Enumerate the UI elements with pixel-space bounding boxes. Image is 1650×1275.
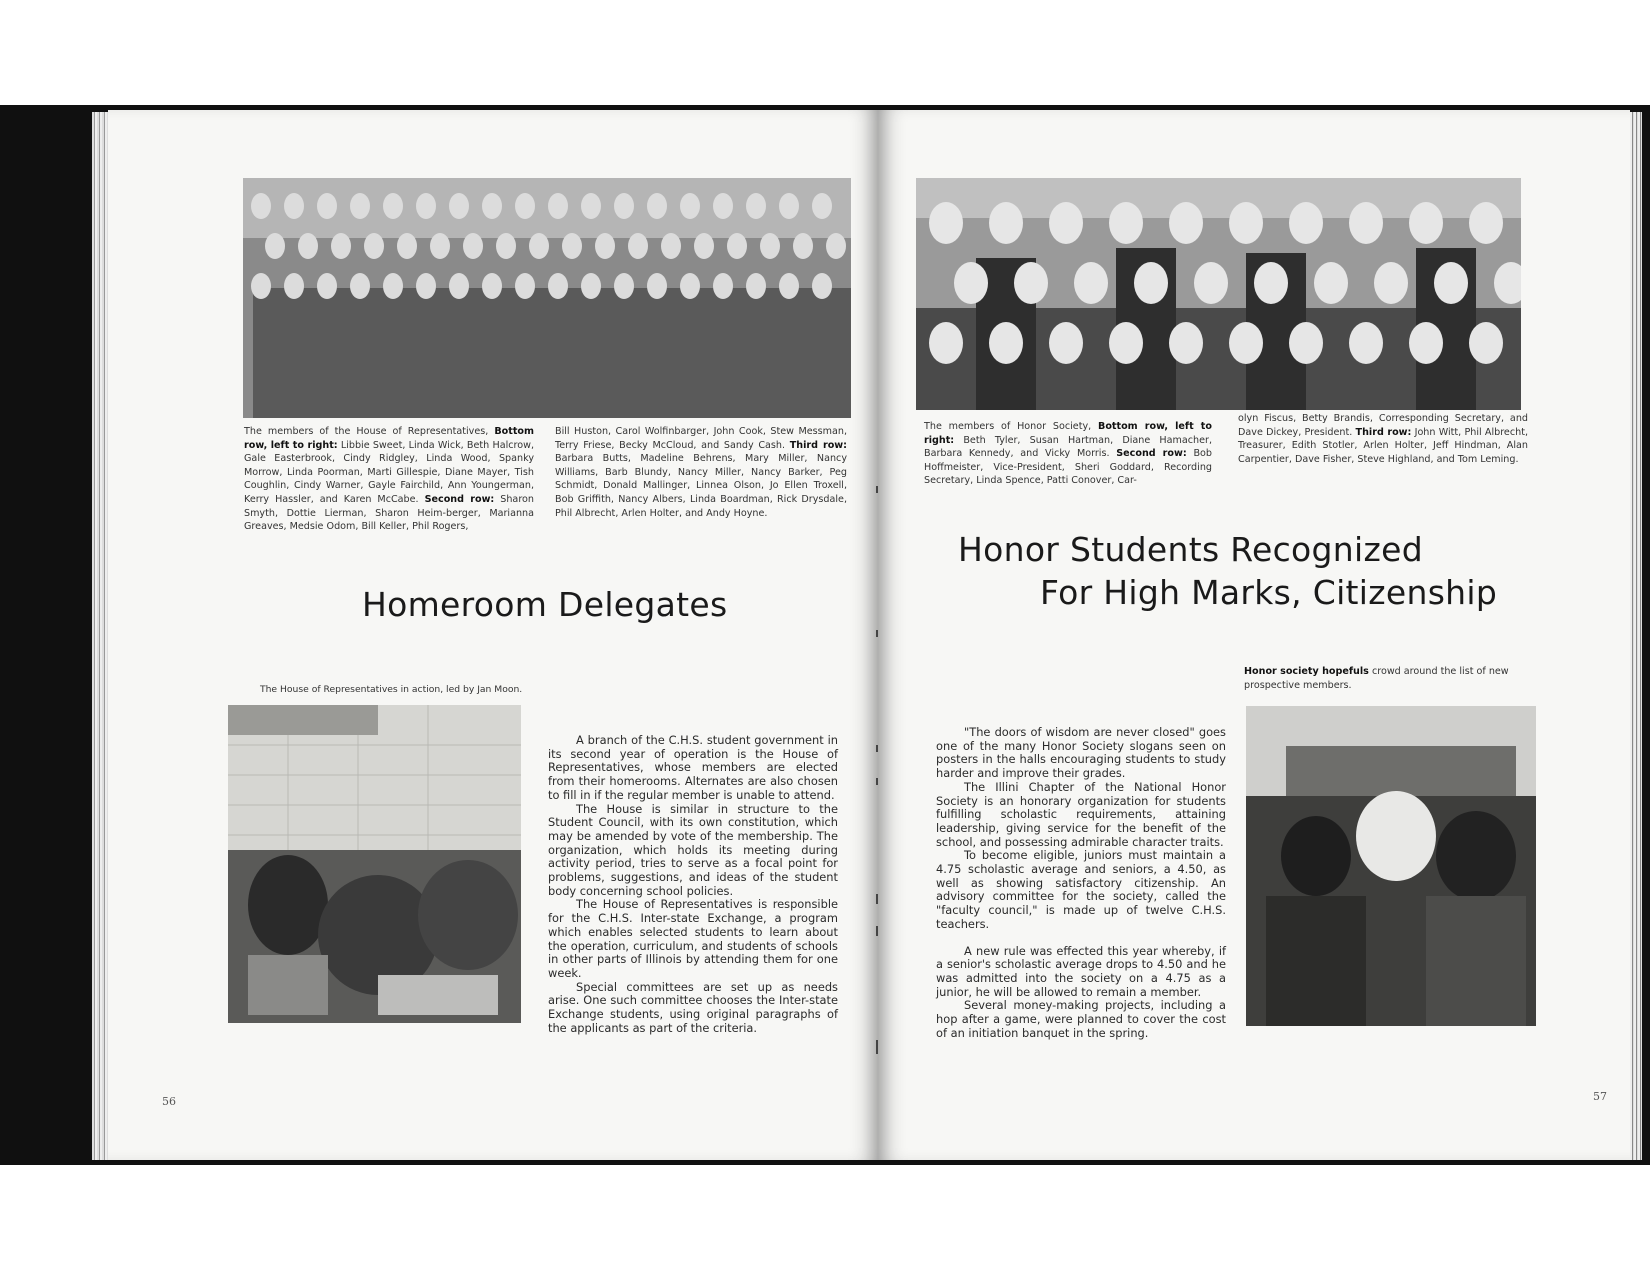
article-paragraph: The House of Representatives is responsible for the C.H.S. Inter-state Exchange, a program which enables selected students to learn about the operation, curriculum, and students of schools in other parts of Illinois by attending them for one week. — [548, 897, 838, 980]
honor-hopefuls-photo — [1246, 706, 1536, 1026]
article-paragraph: The House is similar in structure to the Student Council, with its own constitution, which may be amended by vote of the membership. The organization, which holds its meeting during activity period, tries to serve as a focal point for problems, suggestions, and ideas of the student body concerning school policies. — [548, 801, 838, 898]
caption-row-label: Third row: — [1355, 426, 1412, 438]
headline-honor-students-line1: Honor Students Recognized — [958, 530, 1423, 569]
headline-honor-students-line2: For High Marks, Citizenship — [1040, 573, 1498, 612]
article-paragraph: Special committees are set up as needs arise. One such committee chooses the Inter-state Exchange students, using original paragraphs of the applicants as part of the criteria. — [548, 979, 838, 1035]
house-of-representatives-group-photo — [243, 178, 851, 418]
caption-intro: The members of the House of Representatives, — [244, 426, 489, 437]
caption-row-label: Bottom row, left to right: — [924, 421, 1212, 446]
caption-names: Sharon Smyth, Dottie Lierman, Sharon Heim-berger, Marianna Greaves, Medsie Odom, Bill Keller, Phil Rogers, — [244, 493, 534, 533]
hopefuls-caption — [1244, 665, 1534, 692]
caption-names: John Witt, Phil Albrecht, Treasurer, Edith Stotler, Arlen Holter, Jeff Hindman, Alan Carpentier, Dave Fisher, Steve Highland, and Tom Leming. — [1238, 426, 1529, 465]
honor-society-group-photo — [916, 178, 1521, 410]
caption-names: Bob Hoffmeister, Vice-President, Sheri Goddard, Recording Secretary, Linda Spence, Patti Conover, Car- — [924, 448, 1212, 487]
action-photo-caption: The House of Representatives in action, led by Jan Moon. — [260, 684, 523, 695]
caption-intro: The members of Honor Society, — [924, 421, 1092, 432]
caption-bold-lead: Honor society hopefuls — [1244, 666, 1369, 677]
article-paragraph: To become eligible, juniors must maintain a 4.75 scholastic average and seniors, a 4.50, as well as showing satisfactory citizenship. An advisory committee for the society, called the "faculty council," is made up of twelve C.H.S. teachers. — [936, 848, 1226, 931]
article-paragraph: A new rule was effected this year whereby, if a senior's scholastic average drops to 4.50 and he was admitted into the society on a 4.75 as a junior, he will be allowed to remain a member. — [936, 943, 1226, 999]
headline-homeroom-delegates: Homeroom Delegates — [362, 585, 728, 624]
caption-rest: crowd around the list of new prospective members. — [1244, 666, 1509, 691]
article-paragraph: "The doors of wisdom are never closed" goes one of the many Honor Society slogans seen on posters in the halls encouraging students to study harder and improve their grades. — [936, 725, 1226, 781]
caption-row-label: Third row: — [789, 439, 847, 451]
honor-group-caption-col1 — [924, 420, 1212, 488]
caption-names: Barbara Butts, Madeline Behrens, Mary Miller, Nancy Williams, Barb Blundy, Nancy Miller, Nancy Barker, Peg Schmidt, Donald Mallinger, Linnea Olson, Jo Ellen Troxell, Bob Griffith, Nancy Albers, Linda Boardman, Rick Drysdale, Phil Albrecht, Arlen Holter, and Andy Hoyne. — [555, 453, 847, 519]
page-number-right: 57 — [1593, 1090, 1607, 1103]
caption-names: Libbie Sweet, Linda Wick, Beth Halcrow, Gale Easterbrook, Cindy Ridgley, Linda Wood, Spanky Morrow, Linda Poorman, Marti Gillespie, Diane Mayer, Tish Coughlin, Cindy Warner, Gayle Fairchild, Ann Youngerman, Kerry Hassler, and Karen McCabe. — [244, 439, 535, 505]
caption-names: Bill Huston, Carol Wolfinbarger, John Cook, Stew Messman, Terry Friese, Becky McCloud, and Sandy Cash. — [555, 426, 847, 451]
caption-names: olyn Fiscus, Betty Brandis, Corresponding Secretary, and Dave Dickey, President. — [1238, 413, 1528, 438]
caption-row-label: Second row: — [1116, 448, 1187, 460]
article-paragraph: The Illini Chapter of the National Honor Society is an honorary organization for students fulfilling scholastic requirements, attaining leadership, giving service for the benefit of the school, and possessing admirable character traits. — [936, 779, 1226, 849]
article-paragraph: A branch of the C.H.S. student government in its second year of operation is the House of Representatives, whose members are elected from their homerooms. Alternates are also chosen to fill in if the regular member is unable to attend. — [548, 733, 838, 802]
page-edges-right — [1630, 112, 1642, 1160]
honor-group-caption-col2 — [1238, 412, 1528, 466]
homeroom-article-body — [548, 734, 838, 1035]
page-number-left: 56 — [162, 1095, 176, 1108]
house-in-action-photo — [228, 705, 521, 1023]
house-group-caption-col1 — [244, 425, 534, 534]
caption-row-label: Bottom row, left to right: — [244, 426, 534, 451]
caption-row-label: Second row: — [424, 493, 495, 505]
house-group-caption-col2 — [555, 425, 847, 520]
caption-names: Beth Tyler, Susan Hartman, Diane Hamacher, Barbara Kennedy, and Vicky Morris. — [924, 434, 1212, 460]
article-paragraph: Several money-making projects, including a hop after a game, were planned to cover the cost of an initiation banquet in the spring. — [936, 998, 1226, 1040]
honor-article-body — [936, 726, 1226, 1040]
